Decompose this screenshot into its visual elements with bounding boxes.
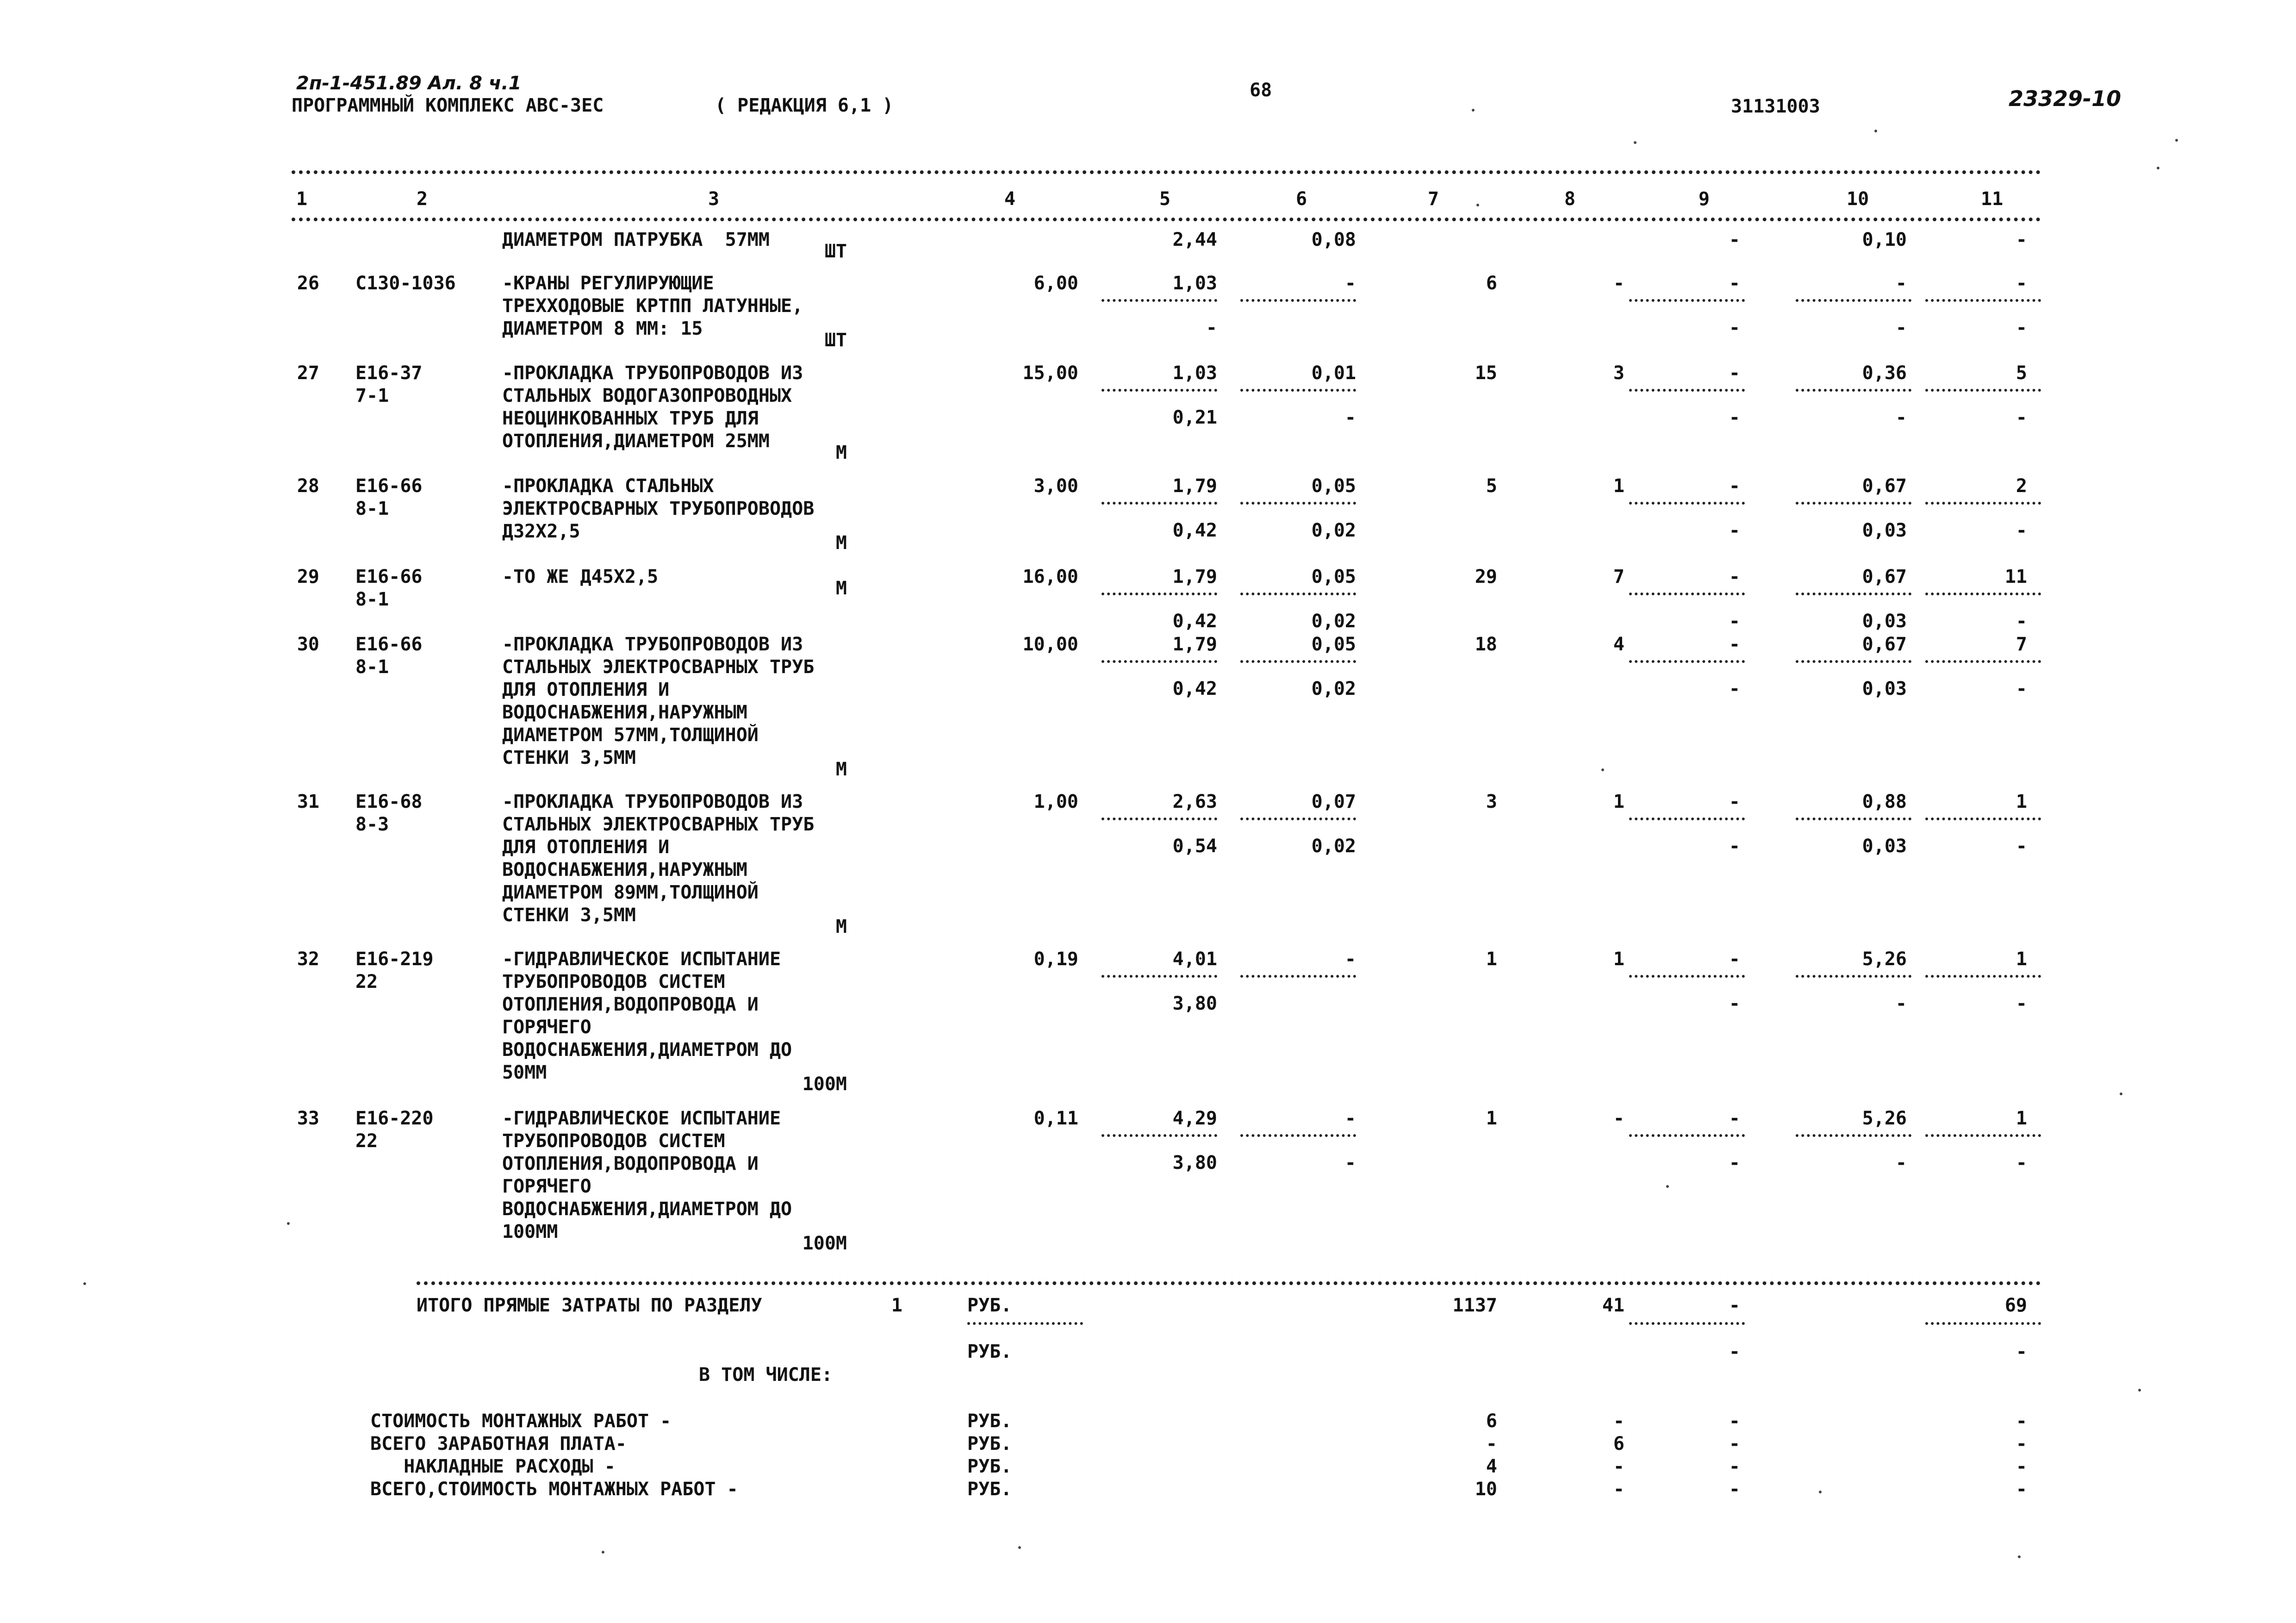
fraction-line — [1925, 818, 2041, 820]
unit-cost-total: 4,01 — [1172, 949, 1217, 970]
unit-cost-machine-wages: - — [1344, 407, 1356, 428]
unit-cost-machines: 0,05 — [1311, 566, 1356, 587]
col9-value: - — [1729, 362, 1740, 384]
work-description-line: ДИАМЕТРОМ ПАТРУБКА 57ММ — [502, 229, 770, 250]
col9-subvalue: - — [1729, 407, 1740, 428]
unit-cost-total: 1,03 — [1172, 273, 1217, 294]
quantity: 16,00 — [1022, 566, 1078, 587]
col9-subvalue: - — [1729, 678, 1740, 699]
totals-col11: 69 — [2004, 1295, 2027, 1316]
column-header-7: 7 — [1428, 188, 1439, 210]
section-number: 1 — [891, 1295, 902, 1316]
work-description-line: -ТО ЖЕ Д45Х2,5 — [502, 566, 659, 587]
unit-of-measure: 100М — [802, 1074, 847, 1095]
fraction-line — [1101, 389, 1217, 392]
scan-speck — [2018, 1555, 2021, 1558]
unit-cost-wages: 0,42 — [1172, 678, 1217, 699]
col10-value: 0,67 — [1862, 475, 1907, 497]
unit-cost-machines: 0,08 — [1311, 229, 1356, 250]
col11-subvalue: - — [2016, 317, 2027, 338]
summary-unit: РУБ. — [967, 1456, 1012, 1477]
work-description-line: ДЛЯ ОТОПЛЕНИЯ И — [502, 679, 670, 700]
summary-wages: 6 — [1613, 1433, 1624, 1454]
unit-cost-machines: 0,01 — [1311, 362, 1356, 384]
rate-code-suffix: 22 — [355, 1130, 378, 1152]
work-description-line: СТЕНКИ 3,5ММ — [502, 905, 636, 926]
unit-cost-total: 1,03 — [1172, 362, 1217, 384]
unit-of-measure: ШТ — [824, 241, 847, 262]
row-number: 29 — [297, 566, 319, 587]
quantity: 1,00 — [1033, 791, 1078, 812]
work-description-line: -ПРОКЛАДКА ТРУБОПРОВОДОВ ИЗ — [502, 362, 803, 384]
work-description-line: -ГИДРАВЛИЧЕСКОЕ ИСПЫТАНИЕ — [502, 949, 781, 970]
summary-wages: - — [1613, 1456, 1624, 1477]
fraction-line — [1629, 1134, 1745, 1137]
unit-cost-machines: 0,07 — [1311, 791, 1356, 812]
quantity: 0,11 — [1033, 1108, 1078, 1129]
unit-cost-total: 1,79 — [1172, 475, 1217, 497]
summary-label: ВСЕГО,СТОИМОСТЬ МОНТАЖНЫХ РАБОТ - — [370, 1479, 738, 1500]
col11-value: 7 — [2016, 634, 2027, 655]
col9-subvalue: - — [1729, 1152, 1740, 1174]
rate-code: Е16-66 — [355, 634, 423, 655]
column-header-3: 3 — [708, 188, 720, 210]
col11-subvalue: - — [2016, 678, 2027, 699]
fraction-line — [1101, 660, 1217, 663]
col9-value: - — [1729, 273, 1740, 294]
fraction-line — [1796, 502, 1911, 505]
col10-subvalue: - — [1895, 407, 1907, 428]
row-number: 30 — [297, 634, 319, 655]
column-header-2: 2 — [417, 188, 428, 210]
col11-subvalue: - — [2016, 407, 2027, 428]
col11-value: 5 — [2016, 362, 2027, 384]
total-cost: 15 — [1475, 362, 1497, 384]
program-title: ПРОГРАММНЫЙ КОМПЛЕКС АВС-ЗЕС — [292, 95, 604, 116]
column-header-11: 11 — [1981, 188, 2004, 210]
totals-col11-sub: - — [2016, 1341, 2027, 1362]
summary-label: НАКЛАДНЫЕ РАСХОДЫ - — [370, 1456, 616, 1477]
including-label: В ТОМ ЧИСЛЕ: — [699, 1364, 833, 1386]
unit-cost-machines: - — [1344, 273, 1356, 294]
col11-value: 2 — [2016, 475, 2027, 497]
unit-cost-wages: - — [1206, 317, 1217, 338]
fraction-line — [1925, 299, 2041, 302]
summary-unit: РУБ. — [967, 1433, 1012, 1454]
total-cost: 1 — [1486, 949, 1497, 970]
fraction-line — [1101, 1134, 1217, 1137]
unit-cost-total: 1,79 — [1172, 634, 1217, 655]
fraction-line — [1240, 1134, 1356, 1137]
unit-cost-total: 2,44 — [1172, 229, 1217, 250]
summary-unit: РУБ. — [967, 1479, 1012, 1500]
summary-col11: - — [2016, 1456, 2027, 1477]
fraction-line — [1925, 975, 2041, 978]
fraction-line — [1796, 818, 1911, 820]
total-wages: - — [1613, 1108, 1624, 1129]
unit-cost-wages: 0,42 — [1172, 611, 1217, 632]
column-header-10: 10 — [1847, 188, 1869, 210]
summary-col11: - — [2016, 1479, 2027, 1500]
col11-subvalue: - — [2016, 836, 2027, 857]
work-description-line: ТРЕХХОДОВЫЕ КРТПП ЛАТУННЫЕ, — [502, 295, 803, 317]
total-cost: 3 — [1486, 791, 1497, 812]
col10-value: 0,36 — [1862, 362, 1907, 384]
col10-value: 0,88 — [1862, 791, 1907, 812]
fraction-line — [1796, 660, 1911, 663]
scan-speck — [1476, 204, 1479, 206]
work-description-line: -ПРОКЛАДКА ТРУБОПРОВОДОВ ИЗ — [502, 791, 803, 812]
column-header-6: 6 — [1296, 188, 1307, 210]
col10-subvalue: 0,03 — [1862, 611, 1907, 632]
fraction-line — [1796, 299, 1911, 302]
col10-subvalue: 0,03 — [1862, 836, 1907, 857]
work-description-line: -КРАНЫ РЕГУЛИРУЮЩИЕ — [502, 273, 714, 294]
summary-col9: - — [1729, 1479, 1740, 1500]
scan-speck — [602, 1551, 604, 1554]
work-description-line: ДИАМЕТРОМ 8 ММ: 15 — [502, 318, 703, 339]
work-description-line: ВОДОСНАБЖЕНИЯ,НАРУЖНЫМ — [502, 702, 747, 723]
rate-code: Е16-66 — [355, 566, 423, 587]
unit-cost-wages: 3,80 — [1172, 993, 1217, 1014]
col11-value: - — [2016, 229, 2027, 250]
fraction-line — [1240, 660, 1356, 663]
total-cost: 18 — [1475, 634, 1497, 655]
unit-cost-machine-wages: 0,02 — [1311, 836, 1356, 857]
quantity: 15,00 — [1022, 362, 1078, 384]
row-number: 31 — [297, 791, 319, 812]
unit-of-measure: М — [835, 578, 847, 599]
work-description-line: Д32Х2,5 — [502, 521, 580, 542]
unit-cost-machine-wages: 0,02 — [1311, 611, 1356, 632]
col10-value: 5,26 — [1862, 1108, 1907, 1129]
column-header-5: 5 — [1159, 188, 1171, 210]
col10-subvalue: - — [1895, 1152, 1907, 1174]
fraction-line — [1101, 299, 1217, 302]
totals-cost: 1137 — [1452, 1295, 1497, 1316]
work-description-line: ЭЛЕКТРОСВАРНЫХ ТРУБОПРОВОДОВ — [502, 498, 815, 519]
col9-subvalue: - — [1729, 836, 1740, 857]
fraction-line — [1925, 1134, 2041, 1137]
fraction-line — [1240, 299, 1356, 302]
scan-speck — [1874, 130, 1877, 132]
work-description-line: ОТОПЛЕНИЯ,ДИАМЕТРОМ 25ММ — [502, 431, 770, 452]
document-code: 2п-1-451.89 Ал. 8 ч.1 — [296, 73, 522, 94]
quantity: 6,00 — [1033, 273, 1078, 294]
work-description-line: -ГИДРАВЛИЧЕСКОЕ ИСПЫТАНИЕ — [502, 1108, 781, 1129]
totals-rule — [417, 1281, 2041, 1285]
scan-speck — [1018, 1546, 1021, 1549]
scan-speck — [1634, 141, 1636, 144]
fraction-line — [1101, 502, 1217, 505]
rate-code-suffix: 8-1 — [355, 498, 389, 519]
fraction-line — [1925, 502, 2041, 505]
fraction-line — [1629, 502, 1745, 505]
col10-value: - — [1895, 273, 1907, 294]
col9-subvalue: - — [1729, 520, 1740, 541]
work-description-line: ДИАМЕТРОМ 57ММ,ТОЛЩИНОЙ — [502, 724, 759, 746]
unit-cost-machines: 0,05 — [1311, 475, 1356, 497]
fraction-line — [1925, 389, 2041, 392]
unit-cost-machines: - — [1344, 1108, 1356, 1129]
unit-cost-total: 2,63 — [1172, 791, 1217, 812]
fraction-line — [1101, 818, 1217, 820]
col11-subvalue: - — [2016, 520, 2027, 541]
col11-value: 1 — [2016, 791, 2027, 812]
fraction-line — [1101, 593, 1217, 595]
unit-of-measure: ШТ — [824, 330, 847, 351]
col11-value: - — [2016, 273, 2027, 294]
col10-value: 5,26 — [1862, 949, 1907, 970]
scan-speck — [2138, 1389, 2141, 1392]
column-header-8: 8 — [1564, 188, 1576, 210]
summary-label: СТОИМОСТЬ МОНТАЖНЫХ РАБОТ - — [370, 1411, 672, 1432]
work-description-line: ГОРЯЧЕГО — [502, 1176, 591, 1197]
fraction-line — [1629, 389, 1745, 392]
unit-cost-wages: 0,42 — [1172, 520, 1217, 541]
summary-cost: 10 — [1475, 1479, 1497, 1500]
rate-code-suffix: 8-1 — [355, 589, 389, 610]
unit-of-measure: М — [835, 532, 847, 554]
col11-subvalue: - — [2016, 1152, 2027, 1174]
total-wages: 7 — [1613, 566, 1624, 587]
fraction-line — [1240, 389, 1356, 392]
work-description-line: ВОДОСНАБЖЕНИЯ,ДИАМЕТРОМ ДО — [502, 1039, 792, 1061]
work-description-line: ВОДОСНАБЖЕНИЯ,НАРУЖНЫМ — [502, 859, 747, 880]
rate-code-suffix: 7-1 — [355, 385, 389, 406]
work-description-line: ГОРЯЧЕГО — [502, 1017, 591, 1038]
total-wages: 1 — [1613, 475, 1624, 497]
col9-subvalue: - — [1729, 993, 1740, 1014]
fraction-line — [1796, 593, 1911, 595]
totals-col9-sub: - — [1729, 1341, 1740, 1362]
col9-subvalue: - — [1729, 317, 1740, 338]
scan-speck — [2175, 139, 2178, 142]
unit-of-measure: М — [835, 759, 847, 780]
table-top-rule — [292, 170, 2041, 174]
col10-value: 0,67 — [1862, 634, 1907, 655]
unit-cost-machines: - — [1344, 949, 1356, 970]
rate-code-suffix: 8-3 — [355, 814, 389, 835]
table-header-rule — [292, 218, 2041, 221]
rate-code: С130-1036 — [355, 273, 456, 294]
col11-value: 1 — [2016, 1108, 2027, 1129]
fraction-line — [1796, 1134, 1911, 1137]
totals-label: ИТОГО ПРЯМЫЕ ЗАТРАТЫ ПО РАЗДЕЛУ — [417, 1295, 762, 1316]
work-description-line: СТАЛЬНЫХ ЭЛЕКТРОСВАРНЫХ ТРУБ — [502, 656, 815, 678]
rate-code: Е16-37 — [355, 362, 423, 384]
fraction-line — [1629, 299, 1745, 302]
work-description-line: ДЛЯ ОТОПЛЕНИЯ И — [502, 836, 670, 858]
work-description-line: ТРУБОПРОВОДОВ СИСТЕМ — [502, 971, 725, 993]
scan-speck — [83, 1282, 86, 1285]
col9-value: - — [1729, 475, 1740, 497]
row-number: 32 — [297, 949, 319, 970]
rate-code: Е16-66 — [355, 475, 423, 497]
summary-cost: - — [1486, 1433, 1497, 1454]
unit-of-measure: М — [835, 916, 847, 937]
col11-value: 11 — [2004, 566, 2027, 587]
unit-cost-wages: 0,54 — [1172, 836, 1217, 857]
summary-col9: - — [1729, 1433, 1740, 1454]
unit-cost-machine-wages: 0,02 — [1311, 520, 1356, 541]
scan-speck — [2157, 167, 2159, 169]
fraction-line — [1240, 818, 1356, 820]
summary-cost: 6 — [1486, 1411, 1497, 1432]
totals-col9: - — [1729, 1295, 1740, 1316]
fraction-line — [1925, 593, 2041, 595]
quantity: 10,00 — [1022, 634, 1078, 655]
col10-subvalue: 0,03 — [1862, 520, 1907, 541]
col9-value: - — [1729, 229, 1740, 250]
fraction-line — [1796, 389, 1911, 392]
edition-label: ( РЕДАКЦИЯ 6,1 ) — [715, 95, 894, 116]
page-number: 68 — [1250, 80, 1272, 101]
total-wages: - — [1613, 273, 1624, 294]
fraction-line — [1629, 593, 1745, 595]
column-header-1: 1 — [296, 188, 308, 210]
col9-value: - — [1729, 791, 1740, 812]
summary-col11: - — [2016, 1411, 2027, 1432]
rate-code-suffix: 22 — [355, 971, 378, 993]
summary-col11: - — [2016, 1433, 2027, 1454]
handwritten-reference: 23329-10 — [2009, 86, 2122, 111]
unit-of-measure: 100М — [802, 1233, 847, 1254]
scan-speck — [287, 1222, 290, 1225]
unit-cost-wages: 0,21 — [1172, 407, 1217, 428]
document-number: 31131003 — [1731, 96, 1820, 117]
unit-cost-machines: 0,05 — [1311, 634, 1356, 655]
unit-cost-machine-wages: 0,02 — [1311, 678, 1356, 699]
work-description-line: -ПРОКЛАДКА СТАЛЬНЫХ — [502, 475, 714, 497]
work-description-line: ВОДОСНАБЖЕНИЯ,ДИАМЕТРОМ ДО — [502, 1199, 792, 1220]
total-cost: 6 — [1486, 273, 1497, 294]
fraction-line — [967, 1322, 1083, 1325]
fraction-line — [1629, 660, 1745, 663]
unit-of-measure: М — [835, 442, 847, 463]
total-wages: 3 — [1613, 362, 1624, 384]
row-number: 26 — [297, 273, 319, 294]
col10-subvalue: 0,03 — [1862, 678, 1907, 699]
col10-value: 0,10 — [1862, 229, 1907, 250]
unit-cost-total: 4,29 — [1172, 1108, 1217, 1129]
fraction-line — [1925, 1322, 2041, 1325]
col10-value: 0,67 — [1862, 566, 1907, 587]
summary-cost: 4 — [1486, 1456, 1497, 1477]
total-cost: 29 — [1475, 566, 1497, 587]
work-description-line: ТРУБОПРОВОДОВ СИСТЕМ — [502, 1130, 725, 1152]
work-description-line: 50ММ — [502, 1062, 547, 1083]
summary-unit: РУБ. — [967, 1411, 1012, 1432]
work-description-line: ДИАМЕТРОМ 89ММ,ТОЛЩИНОЙ — [502, 882, 759, 903]
col10-subvalue: - — [1895, 993, 1907, 1014]
rate-code: Е16-219 — [355, 949, 434, 970]
rate-code-suffix: 8-1 — [355, 656, 389, 678]
unit-cost-machine-wages: - — [1344, 1152, 1356, 1174]
row-number: 28 — [297, 475, 319, 497]
summary-col9: - — [1729, 1411, 1740, 1432]
work-description-line: -ПРОКЛАДКА ТРУБОПРОВОДОВ ИЗ — [502, 634, 803, 655]
col9-value: - — [1729, 634, 1740, 655]
total-wages: 1 — [1613, 791, 1624, 812]
fraction-line — [1240, 975, 1356, 978]
unit-cost-total: 1,79 — [1172, 566, 1217, 587]
col11-subvalue: - — [2016, 993, 2027, 1014]
work-description-line: СТАЛЬНЫХ ЭЛЕКТРОСВАРНЫХ ТРУБ — [502, 814, 815, 835]
scan-speck — [1666, 1185, 1669, 1188]
scan-speck — [1601, 768, 1604, 771]
total-wages: 4 — [1613, 634, 1624, 655]
quantity: 0,19 — [1033, 949, 1078, 970]
totals-wages: 41 — [1602, 1295, 1624, 1316]
summary-wages: - — [1613, 1479, 1624, 1500]
total-cost: 5 — [1486, 475, 1497, 497]
work-description-line: СТАЛЬНЫХ ВОДОГАЗОПРОВОДНЫХ — [502, 385, 792, 406]
scan-speck — [1472, 109, 1475, 112]
scan-speck — [2120, 1092, 2122, 1095]
column-header-9: 9 — [1699, 188, 1710, 210]
fraction-line — [1240, 593, 1356, 595]
fraction-line — [1240, 502, 1356, 505]
work-description-line: СТЕНКИ 3,5ММ — [502, 747, 636, 768]
work-description-line: НЕОЦИНКОВАННЫХ ТРУБ ДЛЯ — [502, 408, 759, 429]
work-description-line: 100ММ — [502, 1221, 558, 1242]
fraction-line — [1796, 975, 1911, 978]
unit-cost-wages: 3,80 — [1172, 1152, 1217, 1174]
total-cost: 1 — [1486, 1108, 1497, 1129]
fraction-line — [1925, 660, 2041, 663]
col9-subvalue: - — [1729, 611, 1740, 632]
col9-value: - — [1729, 949, 1740, 970]
work-description-line: ОТОПЛЕНИЯ,ВОДОПРОВОДА И — [502, 994, 759, 1015]
fraction-line — [1101, 975, 1217, 978]
col11-value: 1 — [2016, 949, 2027, 970]
col9-value: - — [1729, 566, 1740, 587]
row-number: 27 — [297, 362, 319, 384]
totals-unit: РУБ. — [967, 1295, 1012, 1316]
row-number: 33 — [297, 1108, 319, 1129]
column-header-4: 4 — [1004, 188, 1016, 210]
col9-value: - — [1729, 1108, 1740, 1129]
total-wages: 1 — [1613, 949, 1624, 970]
rate-code: Е16-220 — [355, 1108, 434, 1129]
scan-speck — [1819, 1491, 1822, 1493]
fraction-line — [1629, 975, 1745, 978]
work-description-line: ОТОПЛЕНИЯ,ВОДОПРОВОДА И — [502, 1153, 759, 1174]
fraction-line — [1629, 818, 1745, 820]
rate-code: Е16-68 — [355, 791, 423, 812]
col11-subvalue: - — [2016, 611, 2027, 632]
totals-unit: РУБ. — [967, 1341, 1012, 1362]
col10-subvalue: - — [1895, 317, 1907, 338]
summary-label: ВСЕГО ЗАРАБОТНАЯ ПЛАТА- — [370, 1433, 627, 1454]
fraction-line — [1629, 1322, 1745, 1325]
summary-wages: - — [1613, 1411, 1624, 1432]
summary-col9: - — [1729, 1456, 1740, 1477]
quantity: 3,00 — [1033, 475, 1078, 497]
